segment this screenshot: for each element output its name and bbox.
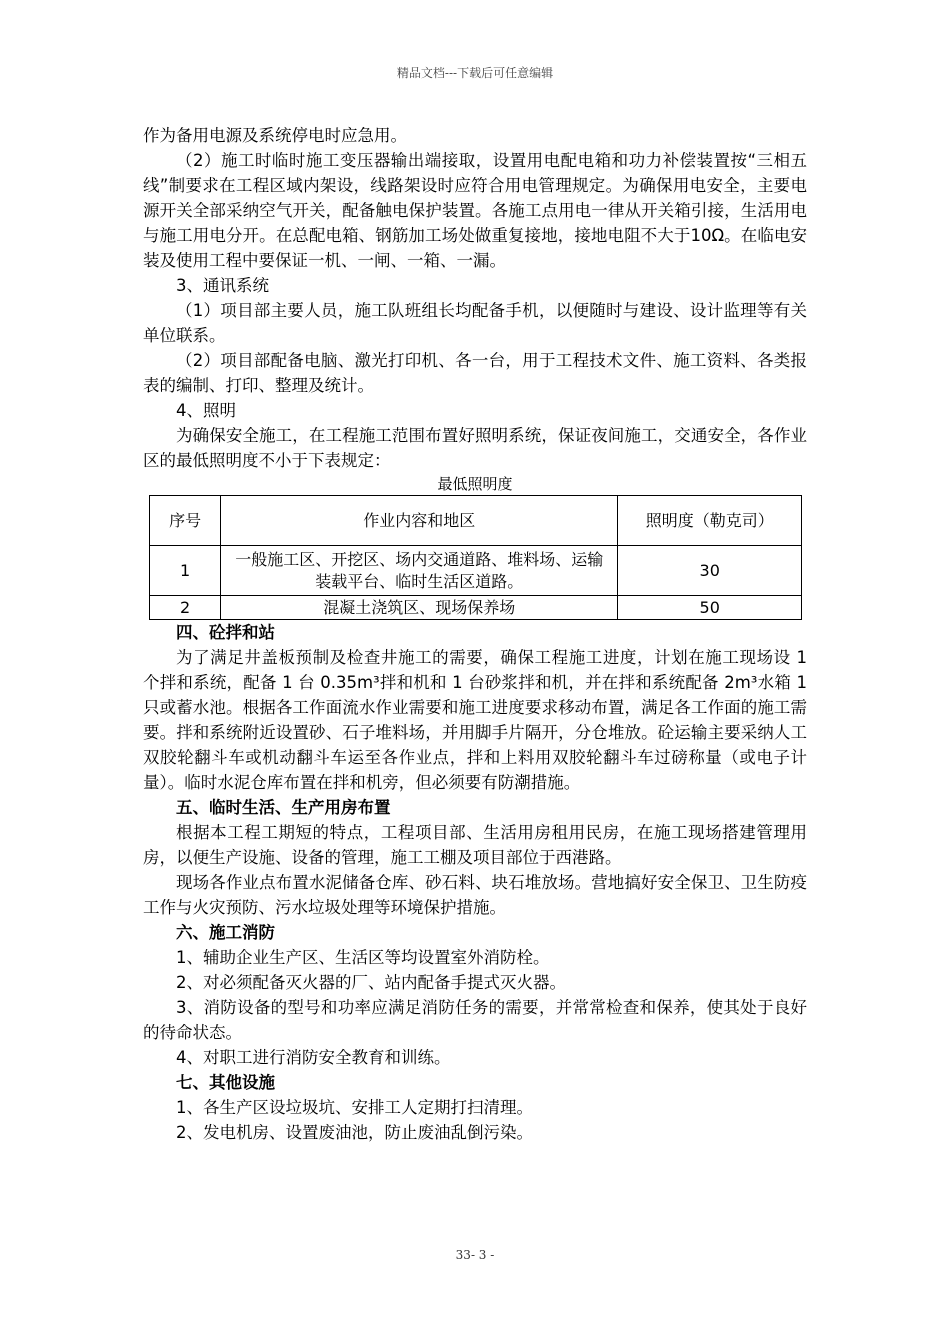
paragraph: 1、各生产区设垃圾坑、安排工人定期打扫清理。 bbox=[176, 1098, 533, 1117]
table-cell: 1 bbox=[150, 546, 221, 596]
paragraph: 作为备用电源及系统停电时应急用。 bbox=[143, 126, 407, 145]
paragraph: 现场各作业点布置水泥储备仓库、砂石料、块石堆放场。营地搞好安全保卫、卫生防疫工作与火灾预防、污水垃圾处理等环境保护措施。 bbox=[143, 873, 807, 917]
section-heading: 六、施工消防 bbox=[176, 923, 275, 942]
table-row bbox=[150, 546, 802, 596]
column-header: 照明度（勒克司） bbox=[618, 496, 802, 546]
subheading: 4、照明 bbox=[176, 401, 236, 420]
table-cell: 2 bbox=[150, 596, 221, 620]
document-body bbox=[143, 123, 807, 1145]
table-cell: 50 bbox=[618, 596, 802, 620]
table-cell: 混凝土浇筑区、现场保养场 bbox=[221, 596, 618, 620]
table-caption: 最低照明度 bbox=[437, 475, 513, 493]
paragraph: 2、对必须配备灭火器的厂、站内配备手提式灭火器。 bbox=[176, 973, 566, 992]
table-row bbox=[150, 596, 802, 620]
illumination-table bbox=[149, 495, 802, 620]
page-header: 精品文档---下载后可任意编辑 bbox=[396, 66, 554, 80]
paragraph: 为了满足井盖板预制及检查井施工的需要，确保工程施工进度，计划在施工现场设 1 个拌和系统，配备 1 台 0.35m³拌和机和 1 台砂浆拌和机，并在拌和系统配备 2m³水箱 1 只或蓄水池。根据各工作面流水作业需要和施工进度要求移动布置，满足各工作面的施工需要。拌和系统附近设置砂、石子堆料场，并用脚手片隔开，分仓堆放。砼运输主要采纳人工双胶轮翻斗车或机动翻斗车运至各作业点，拌和上料用双胶轮翻斗车过磅称量（或电子计量）。临时水泥仓库布置在拌和机旁，但必须要有防潮措施。 bbox=[143, 648, 807, 792]
paragraph: 4、对职工进行消防安全教育和训练。 bbox=[176, 1048, 451, 1067]
paragraph: 1、辅助企业生产区、生活区等均设置室外消防栓。 bbox=[176, 948, 550, 967]
paragraph: 为确保安全施工，在工程施工范围布置好照明系统，保证夜间施工，交通安全，各作业区的最低照明度不小于下表规定： bbox=[143, 426, 807, 470]
section-heading: 七、其他设施 bbox=[176, 1073, 275, 1092]
paragraph: （2）项目部配备电脑、激光打印机、各一台，用于工程技术文件、施工资料、各类报表的编制、打印、整理及统计。 bbox=[143, 351, 807, 395]
paragraph: 3、消防设备的型号和功率应满足消防任务的需要，并常常检查和保养，使其处于良好的待命状态。 bbox=[143, 998, 807, 1042]
table-header-row bbox=[150, 496, 802, 546]
section-heading: 五、临时生活、生产用房布置 bbox=[176, 798, 391, 817]
paragraph: （1）项目部主要人员，施工队班组长均配备手机，以便随时与建设、设计监理等有关单位联系。 bbox=[143, 301, 807, 345]
subheading: 3、通讯系统 bbox=[176, 276, 269, 295]
paragraph: 根据本工程工期短的特点，工程项目部、生活用房租用民房，在施工现场搭建管理用房，以便生产设施、设备的管理，施工工棚及项目部位于西港路。 bbox=[143, 823, 807, 867]
table-cell: 一般施工区、开挖区、场内交通道路、堆料场、运输装载平台、临时生活区道路。 bbox=[221, 546, 618, 596]
table-cell: 30 bbox=[618, 546, 802, 596]
paragraph: （2）施工时临时施工变压器输出端接取，设置用电配电箱和功力补偿装置按“三相五线”制要求在工程区域内架设，线路架设时应符合用电管理规定。为确保用电安全，主要电源开关全部采纳空气开关，配备触电保护装置。各施工点用电一律从开关箱引接，生活用电与施工用电分开。在总配电箱、钢筋加工场处做重复接地，接地电阻不大于10Ω。在临电安装及使用工程中要保证一机、一闸、一箱、一漏。 bbox=[143, 151, 807, 270]
page-number: 33- 3 - bbox=[455, 1248, 495, 1262]
column-header: 序号 bbox=[150, 496, 221, 546]
paragraph: 2、发电机房、设置废油池，防止废油乱倒污染。 bbox=[176, 1123, 533, 1142]
column-header: 作业内容和地区 bbox=[221, 496, 618, 546]
section-heading: 四、砼拌和站 bbox=[176, 623, 275, 642]
